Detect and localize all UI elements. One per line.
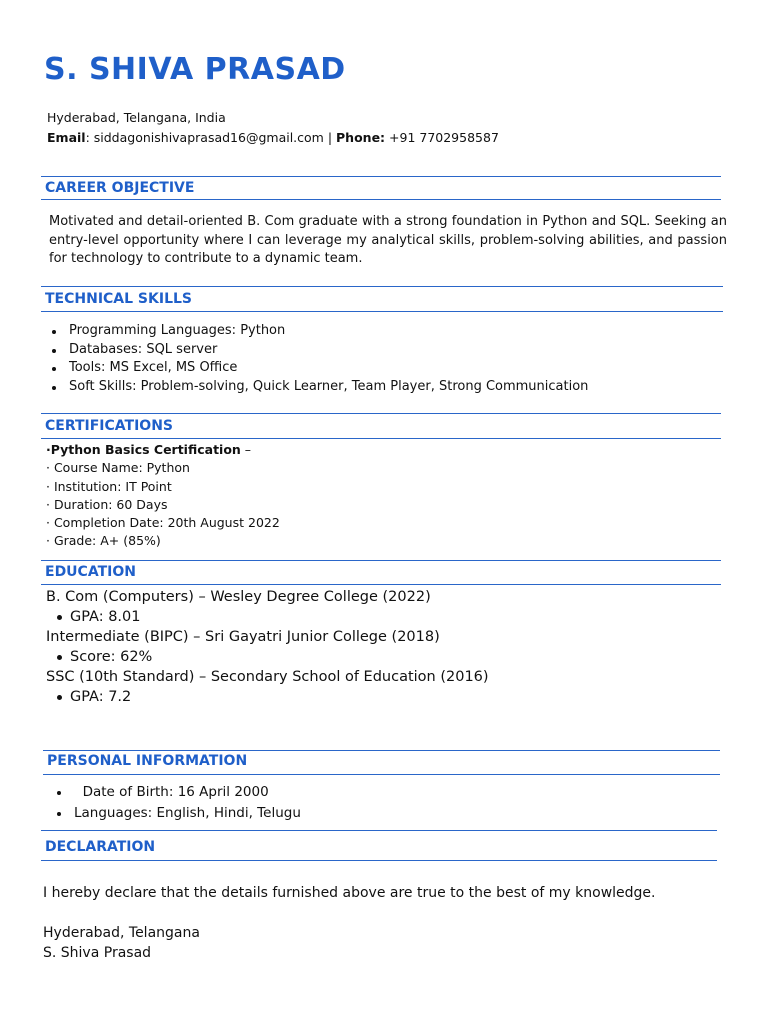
- certification-heading: [46, 441, 280, 459]
- phone-value: +91 7702958587: [385, 130, 499, 145]
- personal-information-title: PERSONAL INFORMATION: [47, 753, 248, 769]
- certifications-title: CERTIFICATIONS: [45, 418, 174, 434]
- education-degree: SSC (10th Standard) – Secondary School of Education (2016): [46, 669, 489, 685]
- declaration-place: Hyderabad, Telangana: [43, 925, 200, 941]
- education-degree: Intermediate (BIPC) – Sri Gayatri Junior College (2018): [46, 629, 440, 645]
- section-rule: [41, 860, 717, 861]
- contact-line: [47, 129, 499, 147]
- certification-detail: · Course Name: Python: [46, 460, 190, 476]
- certification-block: [46, 441, 280, 551]
- section-rule: [41, 286, 723, 287]
- personal-info-list: [54, 782, 301, 824]
- section-rule: [43, 750, 720, 751]
- list-item: Programming Languages: Python: [49, 322, 588, 341]
- declaration-text: I hereby declare that the details furnished above are true to the best of my knowledge.: [43, 885, 656, 901]
- email-value: : siddagonishivaprasad16@gmail.com |: [85, 130, 337, 145]
- section-rule: [41, 311, 723, 312]
- list-item: Databases: SQL server: [49, 341, 588, 360]
- list-item: Tools: MS Excel, MS Office: [49, 359, 588, 378]
- section-rule: [41, 413, 721, 414]
- candidate-name: S. SHIVA PRASAD: [44, 52, 346, 87]
- section-rule: [41, 199, 721, 200]
- skills-list: [49, 322, 588, 396]
- phone-label: Phone:: [336, 130, 386, 145]
- certification-detail: · Grade: A+ (85%): [46, 533, 161, 549]
- technical-skills-title: TECHNICAL SKILLS: [45, 291, 192, 307]
- certification-name: ·Python Basics Certification: [46, 442, 241, 457]
- section-rule: [43, 774, 720, 775]
- certification-detail: · Duration: 60 Days: [46, 496, 168, 512]
- education-score: GPA: 7.2: [46, 687, 489, 707]
- section-rule: [41, 584, 721, 585]
- certification-detail: · Completion Date: 20th August 2022: [46, 515, 280, 531]
- education-block: [46, 587, 489, 707]
- email-label: Email: [47, 130, 86, 145]
- career-objective-text: Motivated and detail-oriented B. Com graduate with a strong foundation in Python and SQL. Seeking an entry-level opportunity where I can leverage my analytical skills, problem-solving abilities, and passion for technology to contribute to a dynamic team.: [49, 214, 727, 266]
- section-rule: [41, 830, 717, 831]
- education-score: GPA: 8.01: [46, 607, 489, 627]
- location: Hyderabad, Telangana, India: [47, 110, 226, 125]
- section-rule: [41, 438, 721, 439]
- list-item: Languages: English, Hindi, Telugu: [54, 803, 301, 824]
- section-rule: [41, 560, 721, 561]
- education-score: Score: 62%: [46, 647, 489, 667]
- education-title: EDUCATION: [45, 564, 136, 580]
- section-rule: [41, 176, 721, 177]
- signature-name: S. Shiva Prasad: [43, 945, 152, 961]
- list-item: Date of Birth: 16 April 2000: [54, 782, 301, 803]
- list-item: Soft Skills: Problem-solving, Quick Learner, Team Player, Strong Communication: [49, 378, 588, 397]
- certification-dash: –: [240, 442, 252, 457]
- career-objective-title: CAREER OBJECTIVE: [45, 180, 195, 196]
- education-degree: B. Com (Computers) – Wesley Degree College (2022): [46, 589, 431, 605]
- certification-detail: · Institution: IT Point: [46, 478, 172, 494]
- declaration-title: DECLARATION: [45, 839, 156, 855]
